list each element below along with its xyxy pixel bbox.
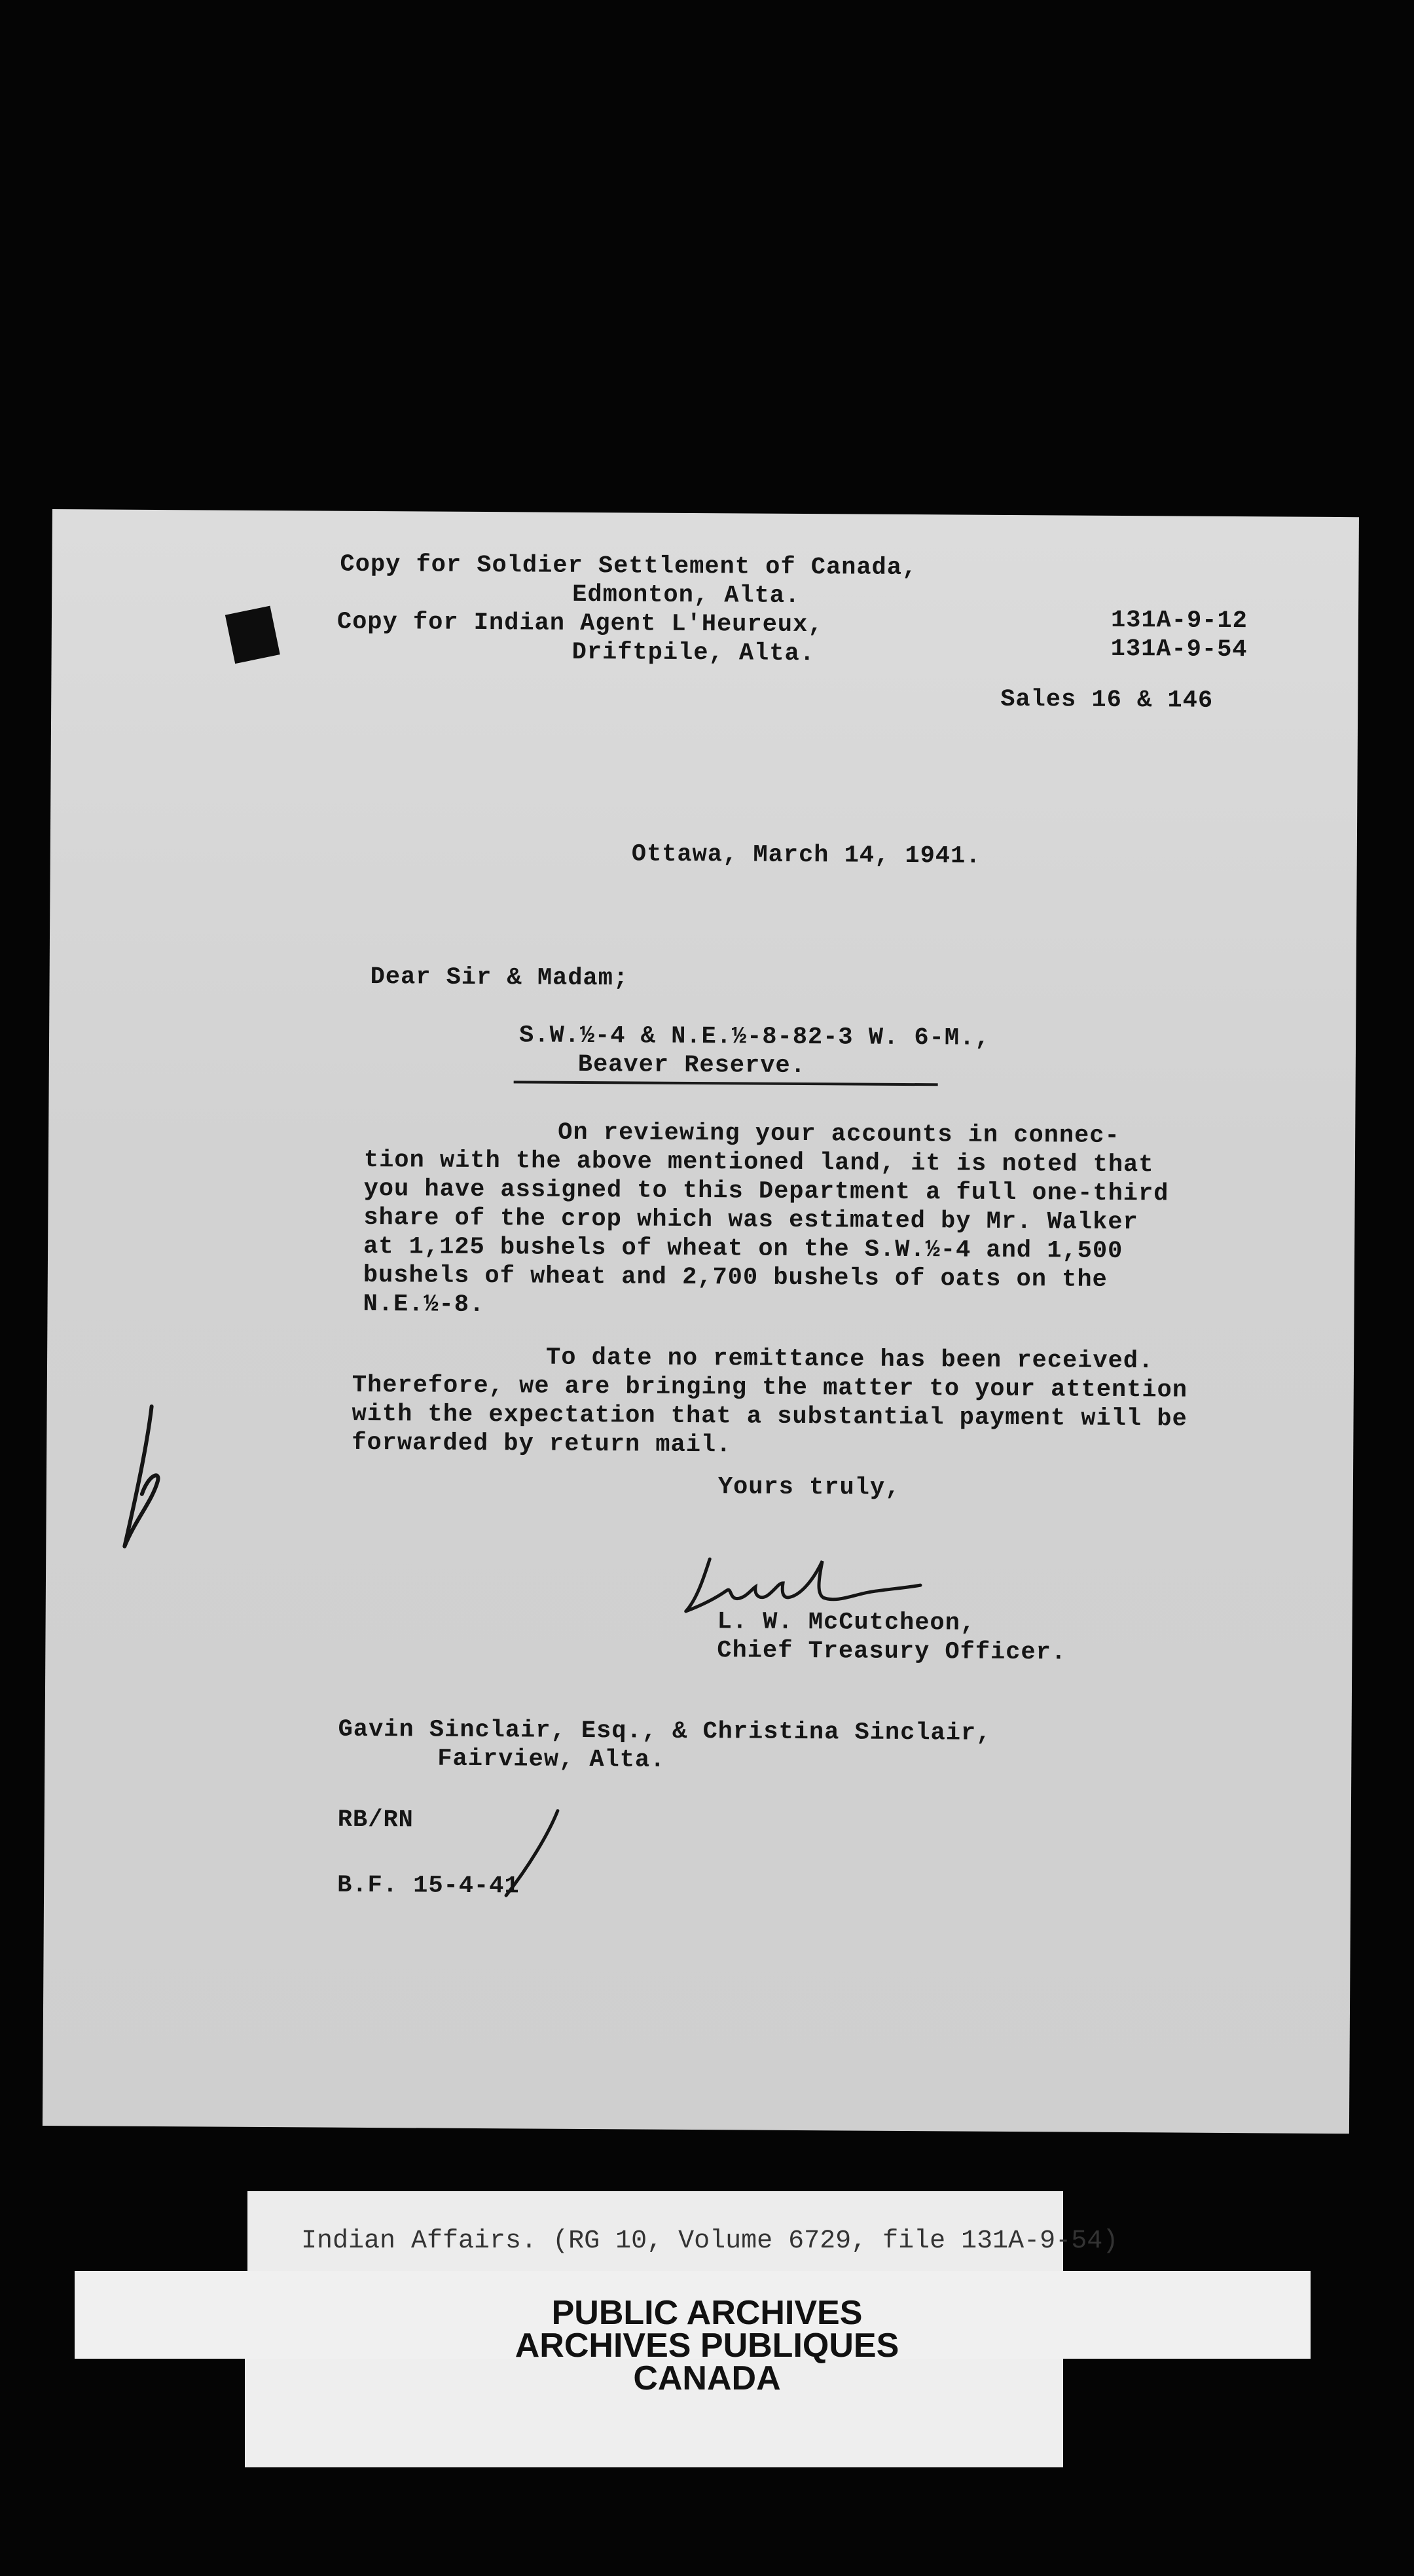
letter-date: Ottawa, March 14, 1941. xyxy=(631,840,981,870)
archive-line-2: ARCHIVES PUBLIQUES xyxy=(515,2327,899,2365)
file-ref-2: 131A-9-54 xyxy=(1110,635,1248,664)
signer-name: L. W. McCutcheon, xyxy=(717,1608,976,1637)
sales-ref: Sales 16 & 146 xyxy=(1000,685,1214,715)
subject-underline xyxy=(514,1081,938,1086)
para1-line-3: you have assigned to this Department a full one-third xyxy=(363,1175,1169,1208)
archive-line-1: PUBLIC ARCHIVES xyxy=(551,2294,863,2332)
para2-line-2: Therefore, we are bringing the matter to your attention xyxy=(352,1371,1188,1404)
bf-reference: B.F. 15-4-41 xyxy=(337,1871,520,1901)
para1-line-7: N.E.½-8. xyxy=(363,1290,485,1319)
closing: Yours truly, xyxy=(717,1473,901,1502)
archive-reference: Indian Affairs. (RG 10, Volume 6729, file 131A-9-54) xyxy=(301,2227,1119,2256)
para2-line-1: To date no remittance has been received. xyxy=(545,1344,1154,1376)
para2-line-4: forwarded by return mail. xyxy=(352,1429,732,1459)
copy-line-2-place: Driftpile, Alta. xyxy=(571,638,816,668)
para2-line-3: with the expectation that a substantial payment will be xyxy=(352,1400,1187,1433)
copy-line-2: Copy for Indian Agent L'Heureux, xyxy=(336,608,824,639)
para1-line-4: share of the crop which was estimated by Mr. Walker xyxy=(363,1204,1138,1237)
ink-mark xyxy=(225,606,280,664)
pen-stroke xyxy=(502,1808,562,1900)
para1-line-1: On reviewing your accounts in connec- xyxy=(558,1118,1120,1150)
signer-title: Chief Treasury Officer. xyxy=(717,1637,1067,1667)
copy-line-1: Copy for Soldier Settlement of Canada, xyxy=(340,550,918,582)
addressee-place: Fairview, Alta. xyxy=(437,1745,666,1774)
file-ref-1: 131A-9-12 xyxy=(1110,606,1248,635)
subject-line-1: S.W.½-4 & N.E.½-8-82-3 W. 6-M., xyxy=(518,1022,990,1052)
archive-reference-label xyxy=(247,2191,1119,2279)
letter-page xyxy=(43,509,1359,2134)
initials: RB/RN xyxy=(337,1806,414,1834)
addressee: Gavin Sinclair, Esq., & Christina Sinclair, xyxy=(338,1715,992,1747)
para1-line-6: bushels of wheat and 2,700 bushels of oats on the xyxy=(363,1261,1108,1294)
margin-handwriting-mark xyxy=(118,1403,172,1573)
para1-line-2: tion with the above mentioned land, it is noted that xyxy=(363,1146,1154,1179)
subject-line-2: Beaver Reserve. xyxy=(577,1050,807,1081)
salutation: Dear Sir & Madam; xyxy=(370,963,629,993)
para1-line-5: at 1,125 bushels of wheat on the S.W.½-4 and 1,500 xyxy=(363,1232,1123,1266)
copy-line-1-place: Edmonton, Alta. xyxy=(572,581,801,610)
archive-line-3: CANADA xyxy=(633,2359,781,2397)
